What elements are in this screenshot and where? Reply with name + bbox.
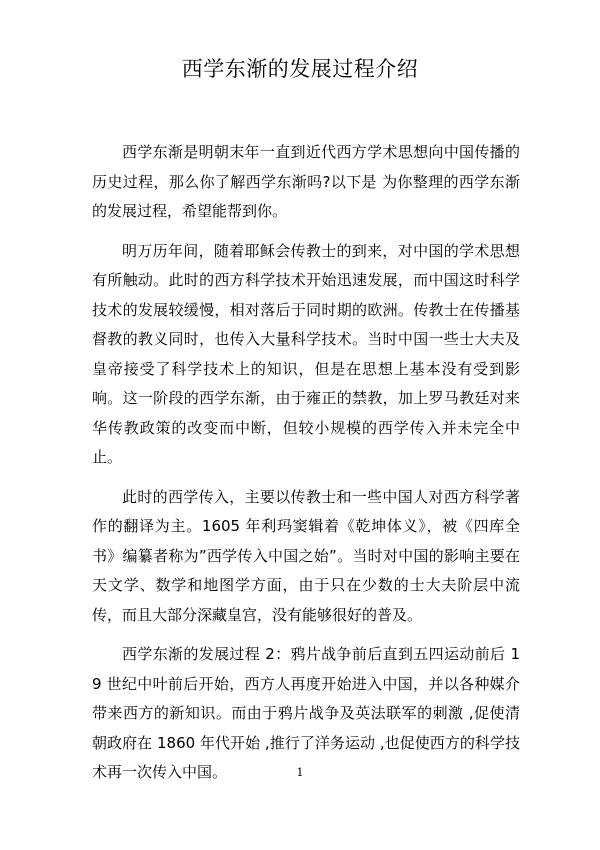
- paragraph-translation: 此时的西学传入，主要以传教士和一些中国人对西方科学著作的翻译为主。1605 年利玛窦辑着《乾坤体义》，被《四库全书》编纂者称为”西学传入中国之始”。当时对中国的影响主要在天文学、数学和地图学方面，由于只在少数的士大夫阶层中流传，而且大部分深藏皇宫，没有能够很好的普及。: [92, 487, 520, 624]
- paragraph-intro: 西学东渐是明朝末年一直到近代西方学术思想向中国传播的历史过程，那么你了解西学东渐吗?以下是 为你整理的西学东渐的发展过程，希望能帮到你。: [92, 143, 520, 220]
- page-number: 1: [296, 766, 304, 779]
- paragraph-wanli-era: 明万历年间，随着耶稣会传教士的到来，对中国的学术思想有所触动。此时的西方科学技术开始迅速发展，而中国这时科学技术的发展较缓慢，相对落后于同时期的欧洲。传教士在传播基督教的教义同时，也传入大量科学技术。当时中国一些士大夫及皇帝接受了科学技术上的知识，但是在思想上基本没有受到影响。这一阶段的西学东渐，由于雍正的禁教，加上罗马教廷对来华传教政策的改变而中断，但较小规模的西学传入并未完全中止。: [92, 241, 520, 466]
- document-title: 西学东渐的发展过程介绍: [181, 57, 419, 81]
- document-body: [92, 138, 520, 798]
- paragraph-stage-two: 西学东渐的发展过程 2：鸦片战争前后直到五四运动前后 19 世纪中叶前后开始，西方人再度开始进入中国，并以各种媒介带来西方的新知识。而由于鸦片战争及英法联军的刺激 ,促使清朝政府在 1860 年代开始 ,推行了洋务运动 ,也促使西方的科学技术再一次传入中国。: [92, 645, 520, 781]
